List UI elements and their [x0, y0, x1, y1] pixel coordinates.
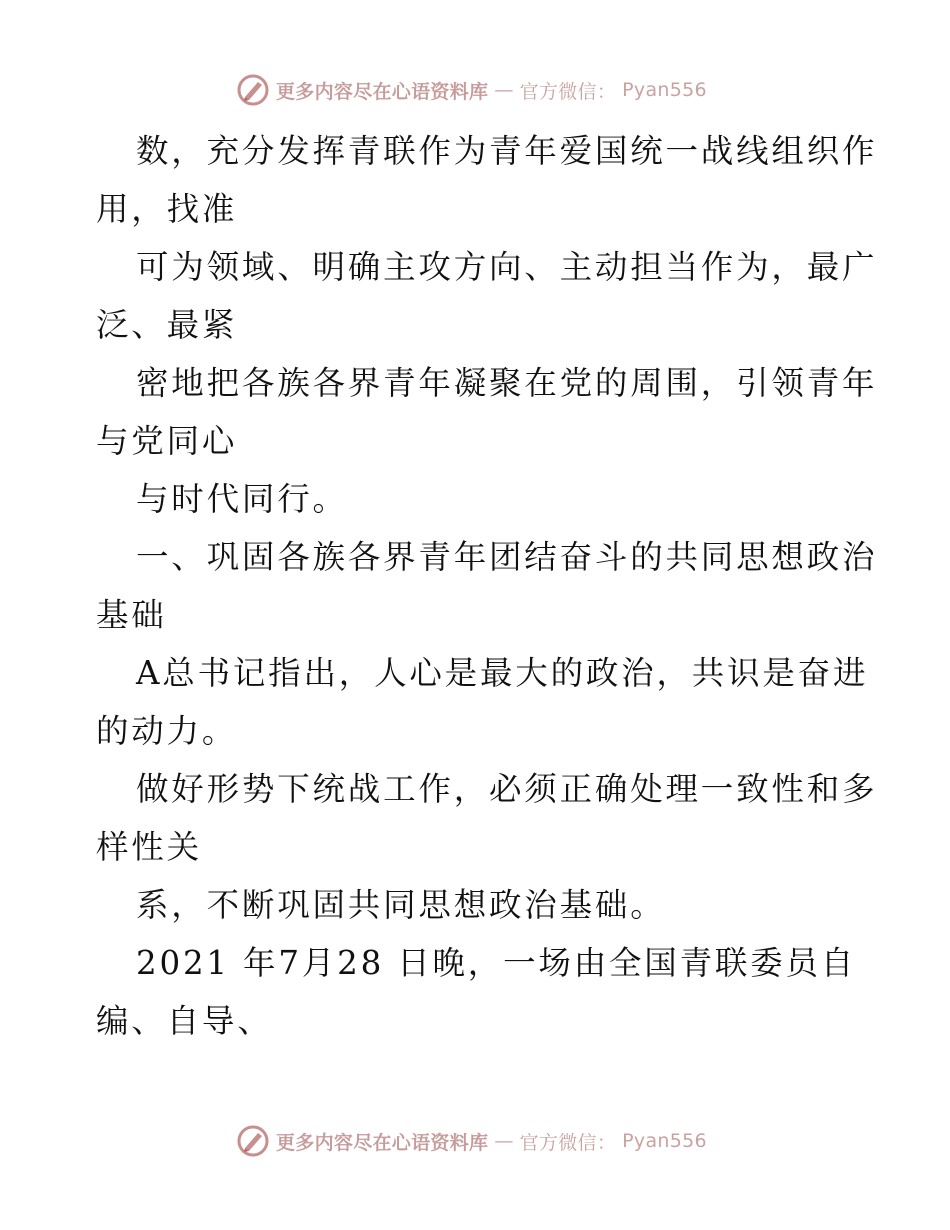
body-line: 编、自导、 [96, 1002, 273, 1040]
body-line: 密地把各族各界青年凝聚在党的周围，引领青年 [136, 364, 878, 402]
pen-logo-icon [236, 1124, 270, 1158]
document-body [96, 122, 878, 1050]
watermark-wechat-id: Pyan556 [622, 1130, 707, 1152]
section-heading-continuation: 基础 [96, 596, 167, 634]
watermark-separator: — [494, 79, 514, 101]
watermark-separator: — [494, 1130, 514, 1152]
section-heading: 一、巩固各族各界青年团结奋斗的共同思想政治 [136, 538, 878, 576]
body-line: 做好形势下统战工作，必须正确处理一致性和多 [136, 770, 878, 808]
body-line: 泛、最紧 [96, 306, 238, 344]
footer-watermark [236, 1124, 707, 1158]
body-line: A总书记指出，人心是最大的政治，共识是奋进 [136, 654, 869, 692]
watermark-wechat-label: 官方微信： [519, 80, 617, 103]
body-line: 与时代同行。 [136, 480, 348, 518]
body-line: 可为领域、明确主攻方向、主动担当作为，最广 [136, 248, 878, 286]
watermark-site-text: 更多内容尽在心语资料库 [276, 80, 489, 103]
body-line: 样性关 [96, 828, 202, 866]
body-line: 系，不断巩固共同思想政治基础。 [136, 886, 666, 924]
body-line: 与党同心 [96, 422, 238, 460]
watermark-wechat-id: Pyan556 [622, 79, 707, 101]
pen-logo-icon [236, 73, 270, 107]
watermark-site-text: 更多内容尽在心语资料库 [276, 1131, 489, 1154]
body-line: 的动力。 [96, 712, 238, 750]
header-watermark [236, 73, 707, 107]
body-line: 用，找准 [96, 190, 238, 228]
watermark-wechat-label: 官方微信： [519, 1131, 617, 1154]
body-line: 数，充分发挥青联作为青年爱国统一战线组织作 [136, 132, 878, 170]
body-line: 2021 年7月28 日晚，一场由全国青联委员自 [136, 944, 857, 982]
